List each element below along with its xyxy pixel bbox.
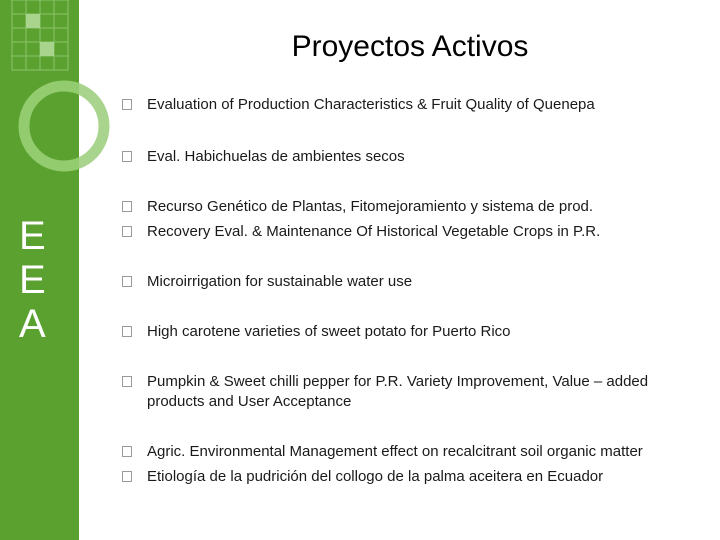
slide-title: Proyectos Activos [291, 30, 529, 63]
sidebar-letters [19, 214, 59, 346]
sidebar [0, 0, 79, 540]
bullet-box-icon [122, 201, 132, 212]
bullet-box-icon [122, 99, 132, 110]
bullet-box-icon [122, 471, 132, 482]
list-item-text: Microirrigation for sustainable water use [147, 273, 413, 290]
list-item-text: Agric. Environmental Management effect on recalcitrant soil organic matter [147, 443, 643, 460]
bullet-box-icon [122, 226, 132, 237]
list-item-text: High carotene varieties of sweet potato for Puerto Rico [147, 323, 511, 340]
bullet-box-icon [122, 326, 132, 337]
ring-decoration [0, 0, 79, 220]
list-item-text: Recovery Eval. & Maintenance Of Historical Vegetable Crops in P.R. [147, 223, 601, 240]
ring-decoration-overflow [79, 60, 139, 200]
bullet-box-icon [122, 276, 132, 287]
list-item-text: Eval. Habichuelas de ambientes secos [147, 148, 405, 165]
list-item-text: Evaluation of Production Characteristics & Fruit Quality of Quenepa [147, 96, 595, 113]
list-item-text: Etiología de la pudrición del collogo de la palma aceitera en Ecuador [147, 468, 604, 485]
sidebar-letter: E [19, 258, 46, 302]
sidebar-letter: E [19, 214, 46, 258]
bullet-box-icon [122, 151, 132, 162]
sidebar-letter: A [19, 302, 46, 346]
bullet-box-icon [122, 376, 132, 387]
list-item-text: Pumpkin & Sweet chilli pepper for P.R. Variety Improvement, Value – added products and User Acceptance [147, 373, 649, 410]
list-item-text: Recurso Genético de Plantas, Fitomejoramiento y sistema de prod. [147, 198, 594, 215]
bullet-box-icon [122, 446, 132, 457]
